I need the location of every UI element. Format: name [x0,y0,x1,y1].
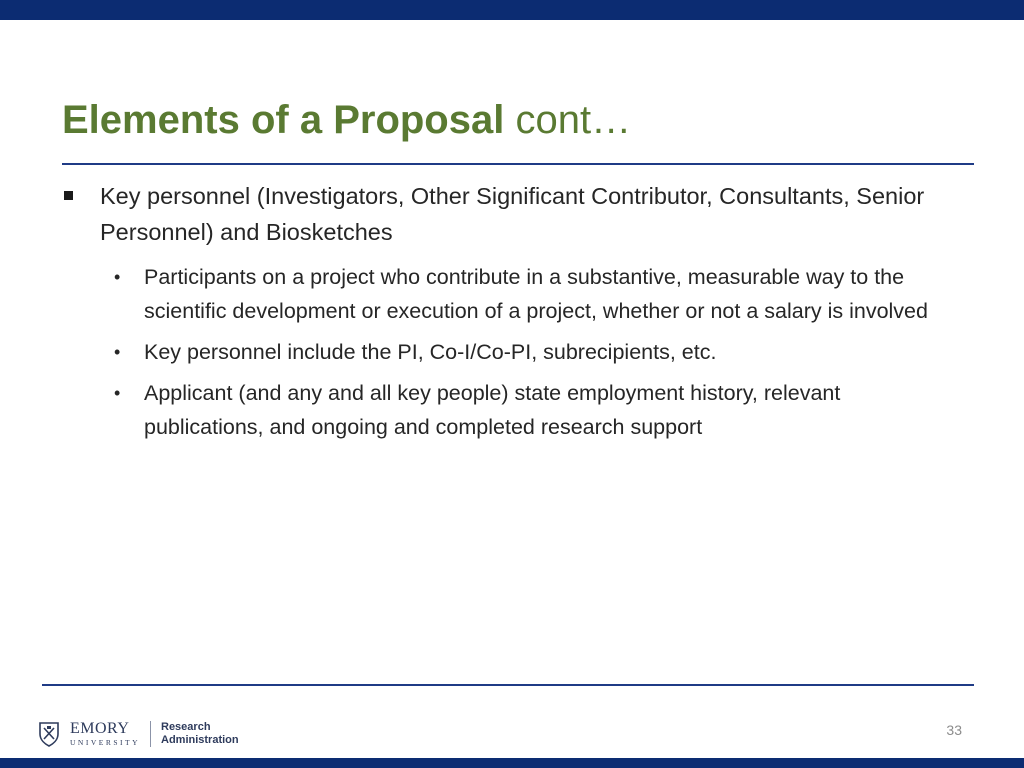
page-number: 33 [946,722,962,738]
department-name [161,721,239,747]
department-line2: Administration [161,734,239,746]
department-line1: Research [161,721,211,733]
round-bullet-icon: • [114,342,121,362]
slide-title-bold: Elements of a Proposal [62,98,505,142]
sub-bullet-list [62,260,962,444]
top-band [0,0,1024,20]
bottom-band [0,758,1024,768]
sub-bullet-item [114,376,962,444]
shield-icon [38,721,60,747]
logo-divider [150,721,151,747]
round-bullet-icon: • [114,383,121,403]
sub-bullet-item [114,260,962,328]
university-name: EMORY [70,720,130,738]
round-bullet-icon: • [114,267,121,287]
sub-bullet-text: Applicant (and any and all key people) state employment history, relevant publications, and ongoing and completed research support [144,381,841,439]
square-bullet-icon [64,191,73,200]
bullet-text: Key personnel (Investigators, Other Significant Contributor, Consultants, Senior Personnel) and Biosketches [100,183,925,245]
footer-divider [42,684,974,686]
sub-bullet-text: Key personnel include the PI, Co-I/Co-PI, subrecipients, etc. [144,340,717,364]
slide-title [62,92,631,148]
university-wordmark [70,721,140,747]
slide-body [62,178,962,451]
title-divider [62,163,974,165]
bullet-key-personnel [62,178,962,250]
sub-bullet-text: Participants on a project who contribute in a substantive, measurable way to the scientific development or execution of a project, whether or not a salary is involved [144,265,928,323]
emory-logo [38,718,239,750]
slide-title-suffix: cont… [515,98,632,142]
university-sub: UNIVERSITY [70,738,140,748]
sub-bullet-item [114,335,962,369]
